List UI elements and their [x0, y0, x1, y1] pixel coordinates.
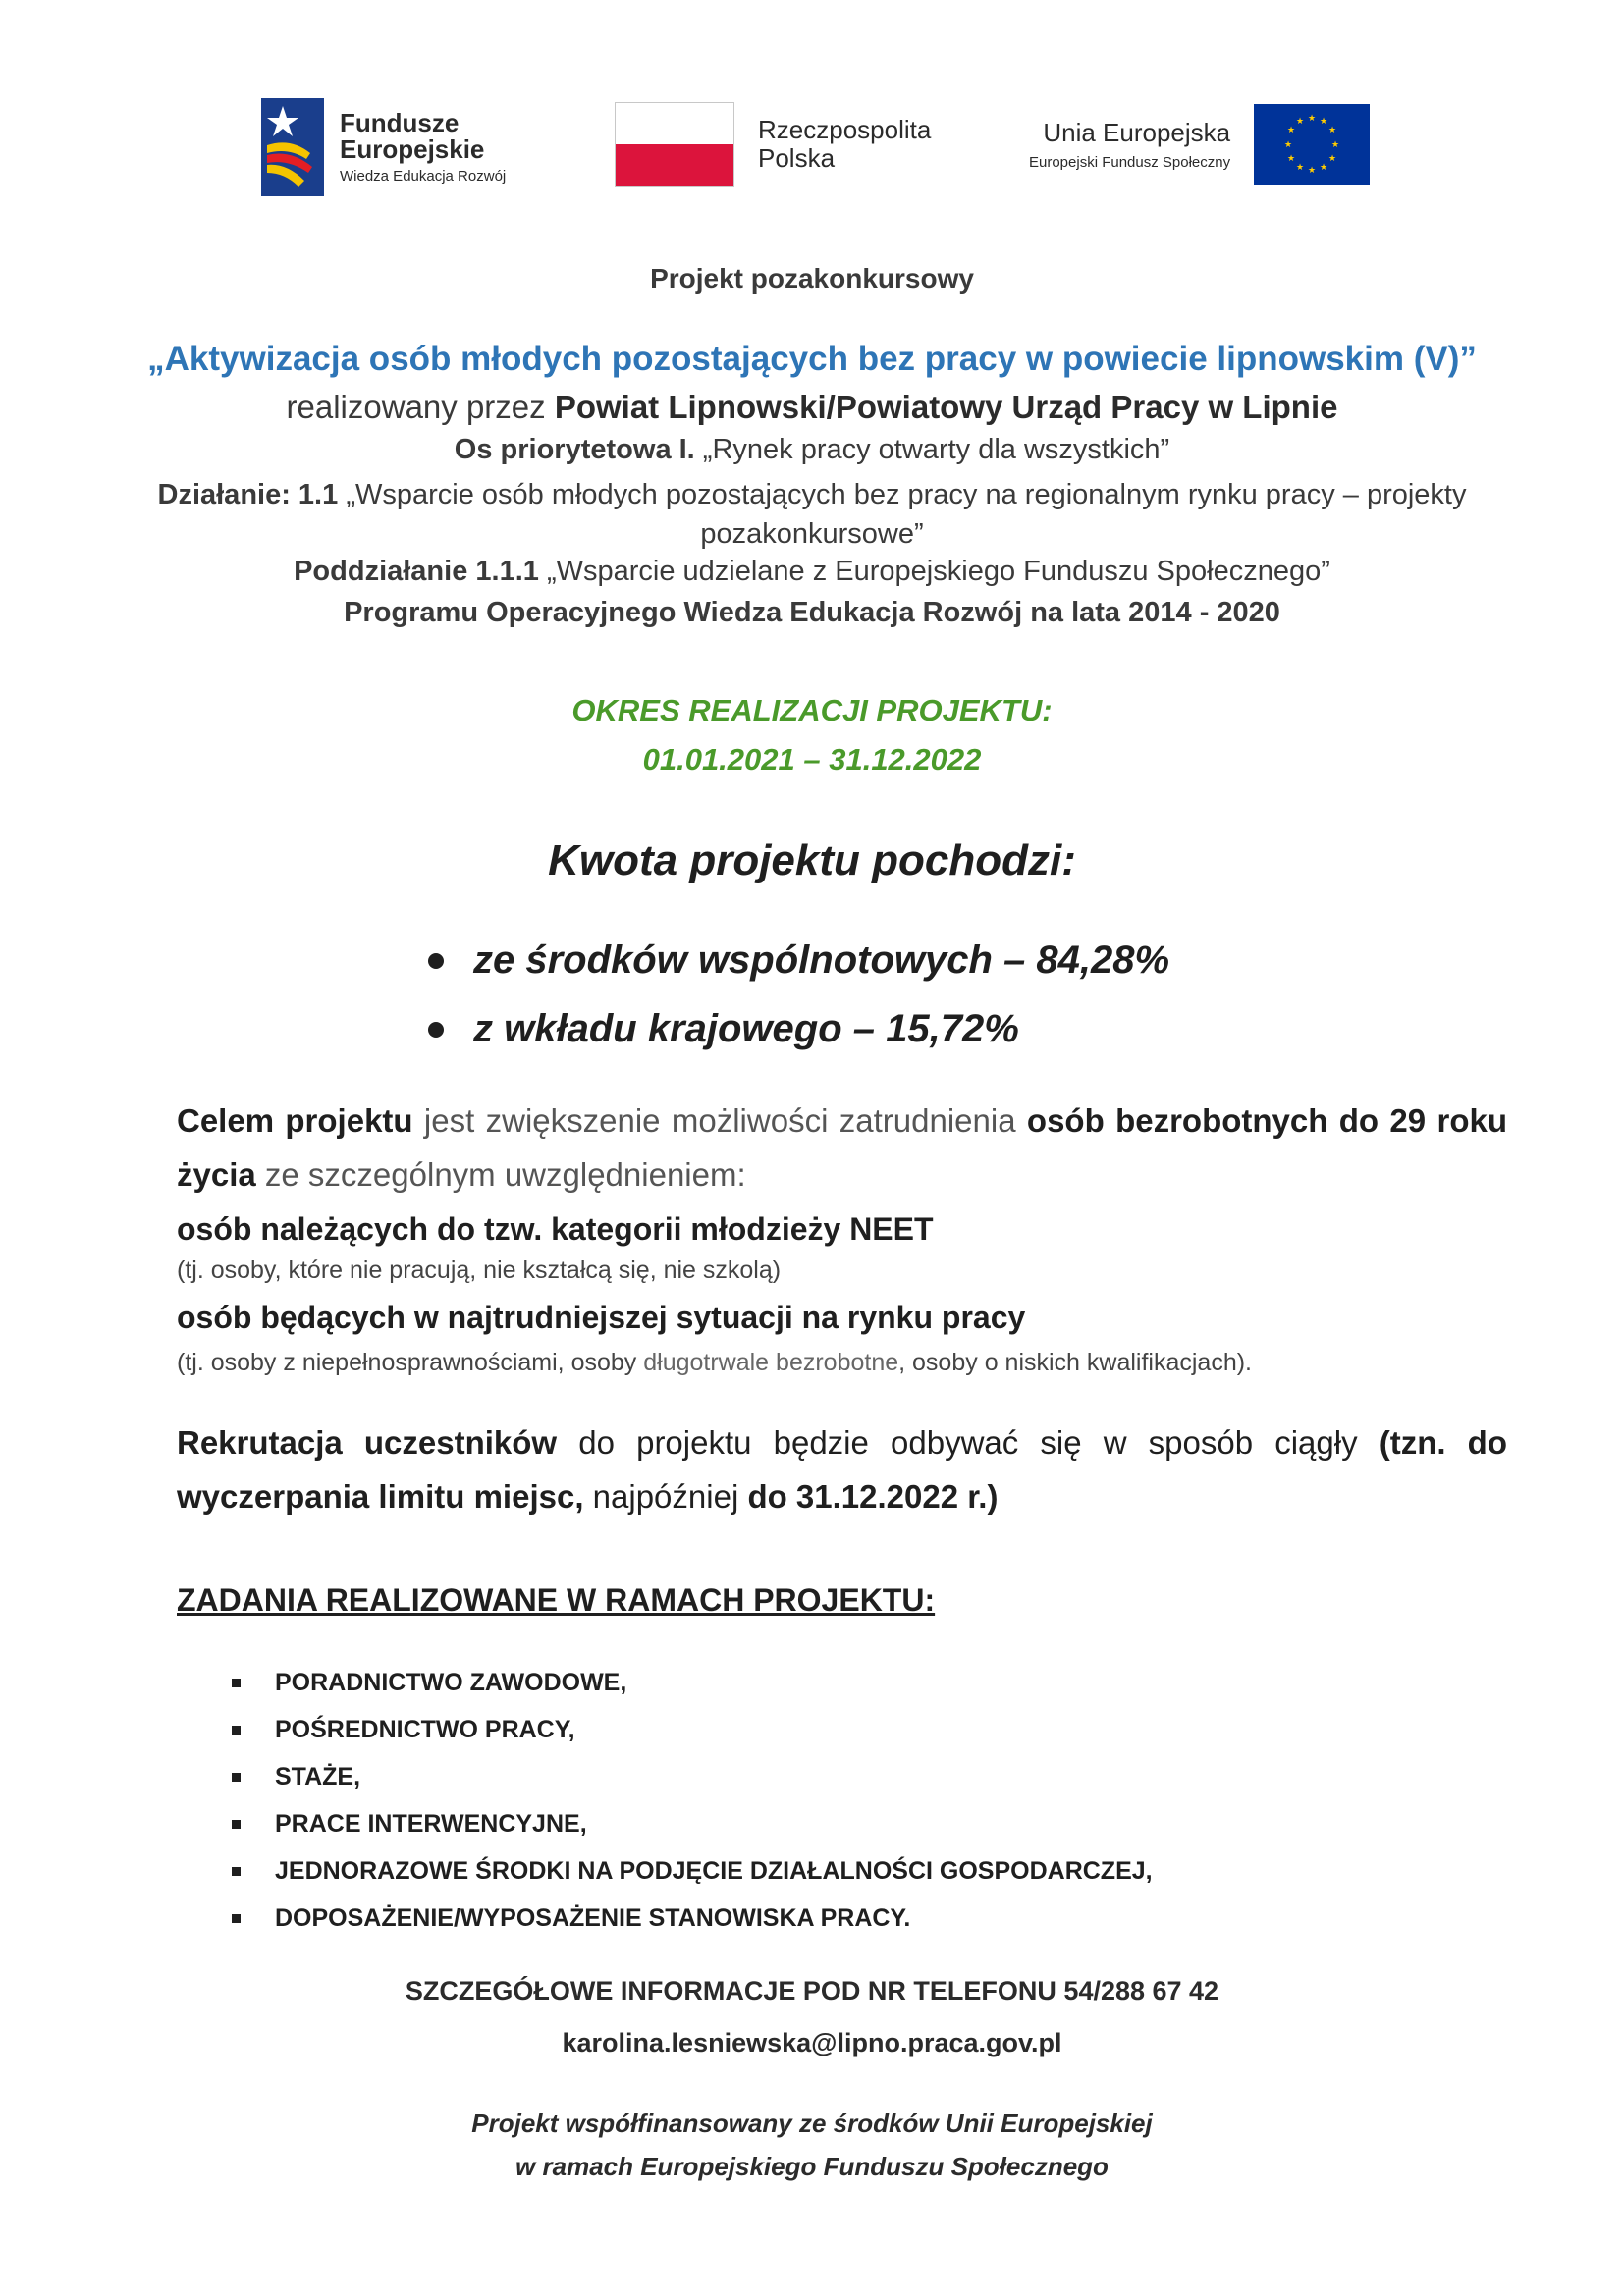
funding-item-text: ze środków wspólnotowych – 84,28%: [473, 938, 1170, 982]
ue-logo-line2: Europejski Fundusz Społeczny: [1029, 154, 1231, 171]
action-label: Działanie: 1.1: [157, 479, 347, 510]
square-bullet-icon: [232, 1914, 241, 1923]
footer-line-2: w ramach Europejskiego Funduszu Społecznego: [515, 2152, 1109, 2181]
note-part-a: (tj. osoby z niepełnosprawnościami, osoby: [177, 1349, 644, 1376]
task-text: STAŻE,: [275, 1763, 361, 1790]
list-item: [228, 1804, 1153, 1851]
tasks-heading: ZADANIA REALIZOWANE W RAMACH PROJEKTU:: [177, 1582, 936, 1618]
fe-logo-line1: Fundusze: [340, 107, 460, 137]
category-hardest-note: [177, 1345, 1507, 1380]
recruitment-bold-3: do 31.12.2022 r.): [747, 1478, 999, 1515]
funding-item-text: z wkładu krajowego – 15,72%: [473, 1007, 1019, 1050]
project-title: „Aktywizacja osób młodych pozostających bez pracy w powiecie lipnowskim (V)”: [147, 340, 1477, 378]
task-text: DOPOSAŻENIE/WYPOSAŻENIE STANOWISKA PRACY.: [275, 1904, 911, 1932]
goal-bold-1: Celem projektu: [177, 1102, 413, 1139]
ue-logo-line1: Unia Europejska: [1043, 118, 1231, 147]
bullet-icon: [428, 1022, 444, 1038]
rzeczpospolita-polska-logo: [615, 102, 931, 187]
fe-logo-line3: Wiedza Edukacja Rozwój: [340, 168, 507, 186]
recruitment-text-1: do projektu będzie odbywać się w sposób ciągły: [557, 1424, 1380, 1461]
square-bullet-icon: [232, 1726, 241, 1735]
svg-text:★: ★: [1320, 163, 1328, 173]
goal-paragraph: [177, 1094, 1507, 1201]
program-line: Programu Operacyjnego Wiedza Edukacja Rozwój na lata 2014 - 2020: [344, 597, 1280, 628]
square-bullet-icon: [232, 1679, 241, 1687]
svg-text:★: ★: [1308, 166, 1317, 176]
polish-flag-icon: [615, 102, 734, 187]
goal-text-1: jest zwiększenie możliwości zatrudnienia: [412, 1102, 1027, 1139]
task-text: POŚREDNICTWO PRACY,: [275, 1716, 575, 1743]
priority-axis-text: „Rynek pracy otwarty dla wszystkich”: [702, 434, 1170, 465]
task-text: PRACE INTERWENCYJNE,: [275, 1810, 587, 1838]
list-item: [228, 1710, 1153, 1757]
period-dates: 01.01.2021 – 31.12.2022: [642, 742, 982, 776]
svg-text:★: ★: [1328, 126, 1337, 135]
svg-text:★: ★: [1308, 114, 1317, 124]
svg-text:★: ★: [1320, 117, 1328, 127]
logo-bar: [0, 98, 1624, 196]
svg-text:★: ★: [1296, 163, 1305, 173]
svg-text:★: ★: [1287, 154, 1296, 164]
rp-logo-line2: Polska: [758, 143, 836, 173]
period-label: OKRES REALIZACJI PROJEKTU:: [571, 693, 1053, 727]
goal-bold-2: osób bezrobotnych do 29 roku życia: [177, 1102, 1507, 1193]
recruitment-text-2: najpóźniej: [583, 1478, 748, 1515]
category-neet-note: (tj. osoby, które nie pracują, nie kształcą się, nie szkolą): [177, 1256, 782, 1284]
bullet-icon: [428, 953, 444, 969]
subaction-line: [108, 556, 1516, 588]
subaction-label: Poddziałanie 1.1.1: [294, 556, 547, 587]
list-item: [228, 1898, 1153, 1946]
fundusze-europejskie-star-icon: [261, 98, 324, 196]
note-part-b: długotrwale bezrobotne: [643, 1349, 899, 1376]
list-item: [424, 933, 1169, 1001]
category-hardest: osób będących w najtrudniejszej sytuacji na rynku pracy: [177, 1300, 1026, 1335]
list-item: [228, 1851, 1153, 1898]
note-part-c: , osoby o niskich kwalifikacjach).: [898, 1349, 1253, 1376]
project-type: Projekt pozakonkursowy: [650, 263, 974, 294]
task-text: JEDNORAZOWE ŚRODKI NA PODJĘCIE DZIAŁALNOŚCI GOSPODARCZEJ,: [275, 1857, 1153, 1885]
task-text: PORADNICTWO ZAWODOWE,: [275, 1669, 627, 1696]
recruitment-paragraph: [177, 1415, 1507, 1523]
unia-europejska-logo: [1029, 102, 1370, 187]
subaction-text: „Wsparcie udzielane z Europejskiego Funduszu Społecznego”: [546, 556, 1330, 587]
rp-logo-line1: Rzeczpospolita: [758, 115, 932, 145]
square-bullet-icon: [232, 1773, 241, 1782]
realized-by: Powiat Lipnowski/Powiatowy Urząd Pracy w Lipnie: [554, 389, 1338, 425]
recruitment-bold-1: Rekrutacja uczestników: [177, 1424, 558, 1461]
goal-text-2: ze szczególnym uwzględnieniem:: [255, 1156, 746, 1193]
contact-phone-line: SZCZEGÓŁOWE INFORMACJE POD NR TELEFONU 54/288 67 42: [405, 1976, 1219, 2005]
svg-text:★: ★: [1296, 117, 1305, 127]
svg-text:★: ★: [1287, 126, 1296, 135]
list-item: [424, 1001, 1169, 1070]
svg-text:★: ★: [1284, 140, 1293, 150]
funding-list: [424, 933, 1169, 1070]
fundusze-europejskie-logo: [261, 98, 506, 196]
tasks-list: [228, 1663, 1153, 1946]
list-item: [228, 1757, 1153, 1804]
eu-flag-icon: [1254, 104, 1370, 185]
svg-text:★: ★: [1328, 154, 1337, 164]
funding-heading: Kwota projektu pochodzi:: [548, 836, 1076, 884]
priority-axis-label: Os priorytetowa I.: [454, 434, 703, 465]
action-line: [108, 475, 1516, 554]
recruitment-bold-2: (tzn. do wyczerpania limitu miejsc,: [177, 1424, 1507, 1515]
square-bullet-icon: [232, 1820, 241, 1829]
square-bullet-icon: [232, 1867, 241, 1876]
contact-email[interactable]: karolina.lesniewska@lipno.praca.gov.pl: [562, 2028, 1062, 2057]
fe-logo-line2: Europejskie: [340, 134, 485, 165]
list-item: [228, 1663, 1153, 1710]
category-neet: osób należących do tzw. kategorii młodzieży NEET: [177, 1211, 934, 1247]
realized-by-line: [108, 389, 1516, 426]
action-text: „Wsparcie osób młodych pozostających bez pracy na regionalnym rynku pracy – projekty pozakonkursowe”: [346, 479, 1467, 550]
realized-prefix: realizowany przez: [286, 389, 555, 425]
priority-axis-line: [108, 434, 1516, 466]
svg-text:★: ★: [1331, 140, 1340, 150]
footer-line-1: Projekt współfinansowany ze środków Unii Europejskiej: [471, 2109, 1153, 2138]
